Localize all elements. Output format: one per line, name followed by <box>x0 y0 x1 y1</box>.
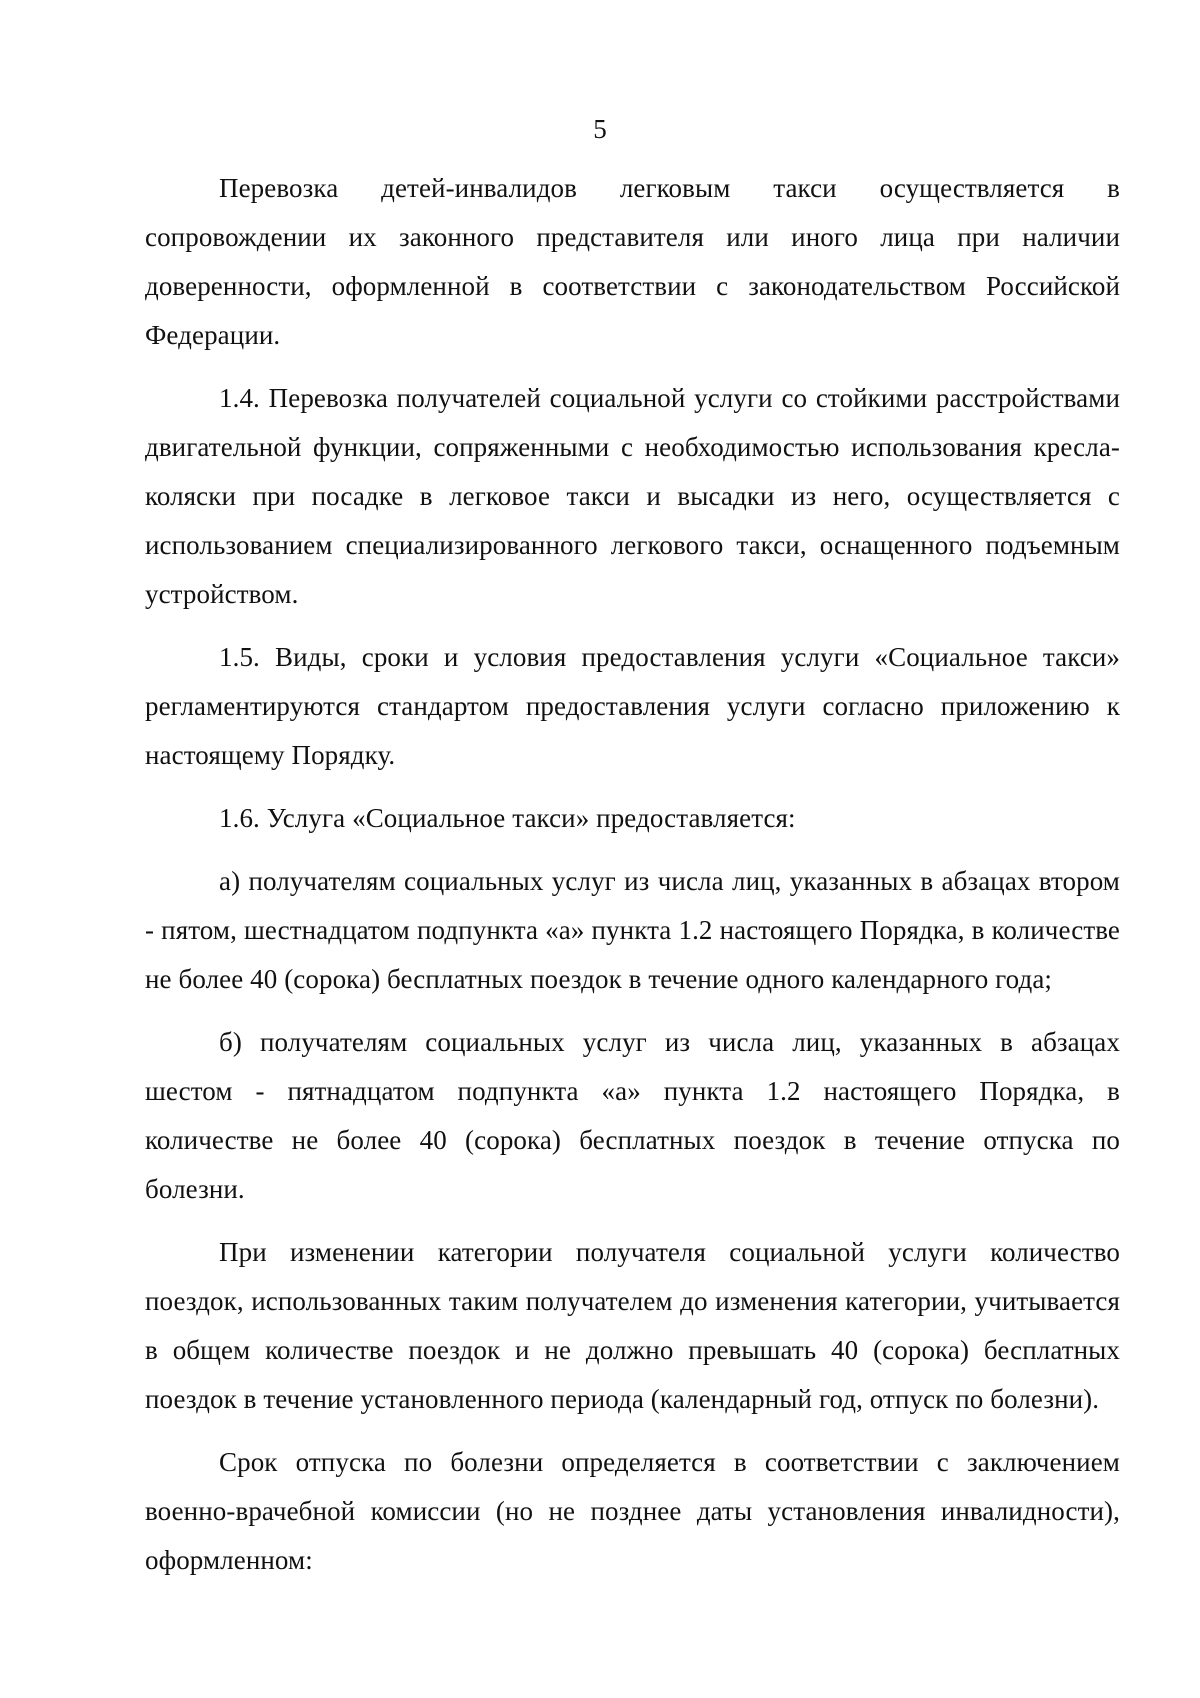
paragraph-1-5: 1.5. Виды, сроки и условия предоставления услуги «Социальное такси» регламентируются стандартом предоставления услуги согласно приложению к настоящему Порядку. <box>145 642 1120 770</box>
paragraph-item-a: а) получателям социальных услуг из числа лиц, указанных в абзацах втором - пятом, шестнадцатом подпункта «а» пункта 1.2 настоящего Порядка, в количестве не более 40 (сорока) бесплатных поездок в течение одного календарного года; <box>145 866 1120 994</box>
paragraph-category-change: При изменении категории получателя социальной услуги количество поездок, использованных таким получателем до изменения категории, учитывается в общем количестве поездок и не должно превышать 40 (сорока) бесплатных поездок в течение установленного периода (календарный год, отпуск по болезни). <box>145 1237 1120 1414</box>
page-number: 5 <box>593 114 607 144</box>
paragraph-1-6: 1.6. Услуга «Социальное такси» предоставляется: <box>219 803 796 833</box>
paragraph-sick-leave-term: Срок отпуска по болезни определяется в соответствии с заключением военно-врачебной комиссии (но не позднее даты установления инвалидности), оформленном: <box>145 1447 1120 1575</box>
paragraph-1-4: 1.4. Перевозка получателей социальной услуги со стойкими расстройствами двигательной функции, сопряженными с необходимостью использования кресла-коляски при посадке в легковое такси и высадки из него, осуществляется с использованием специализированного легкового такси, оснащенного подъемным устройством. <box>145 383 1120 609</box>
paragraph-item-b: б) получателям социальных услуг из числа лиц, указанных в абзацах шестом - пятнадцатом подпункта «а» пункта 1.2 настоящего Порядка, в количестве не более 40 (сорока) бесплатных поездок в течение отпуска по болезни. <box>145 1027 1120 1204</box>
paragraph-transport-children: Перевозка детей-инвалидов легковым такси осуществляется в сопровождении их законного представителя или иного лица при наличии доверенности, оформленной в соответствии с законодательством Российской Федерации. <box>145 173 1120 350</box>
document-body <box>145 164 1120 1599</box>
